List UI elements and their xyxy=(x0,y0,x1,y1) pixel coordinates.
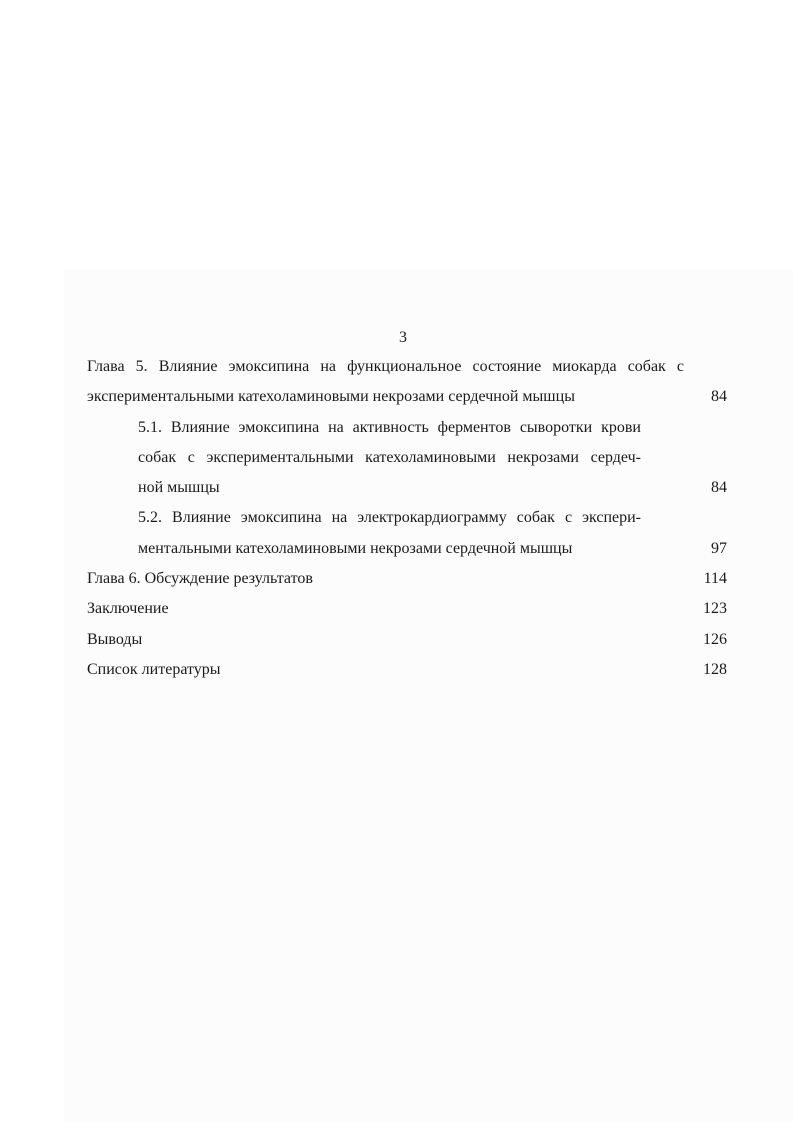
toc-entry-text: Список литературы xyxy=(87,660,221,678)
toc-entry-section-5-1-line-3 xyxy=(87,477,727,507)
toc-entry-text: ной мышцы xyxy=(138,479,220,497)
toc-entry-chapter-5-line-2 xyxy=(87,386,727,416)
toc-page-number: 126 xyxy=(703,630,727,648)
toc-entry-text: 5.1. Влияние эмоксипина на активность ферментов сыворотки крови xyxy=(138,418,641,436)
toc-page-number: 84 xyxy=(711,388,727,406)
toc-entry-section-5-1-line-2 xyxy=(87,447,727,477)
toc-entry-text: 5.2. Влияние эмоксипина на электрокардиограмму собак с экспери- xyxy=(138,509,641,527)
toc-entry-text: Глава 5. Влияние эмоксипина на функциональное состояние миокарда собак с xyxy=(87,358,684,375)
toc-entry-section-5-2-line-1 xyxy=(87,507,727,537)
toc-entry-text: Выводы xyxy=(87,630,143,648)
toc-entry-section-5-1-line-1 xyxy=(87,417,727,447)
toc-page-number: 123 xyxy=(703,600,727,618)
toc-entry-chapter-5-line-1 xyxy=(87,356,727,386)
toc-page-number: 84 xyxy=(711,479,727,497)
toc-entry-chapter-6 xyxy=(87,568,727,598)
toc-entry-text: экспериментальными катехоламиновыми некрозами сердечной мышцы xyxy=(87,388,575,406)
table-of-contents xyxy=(87,356,727,689)
toc-entry-section-5-2-line-2 xyxy=(87,538,727,568)
toc-entry-conclusion xyxy=(87,598,727,628)
toc-entry-text: Заключение xyxy=(87,600,169,618)
toc-page-number: 114 xyxy=(703,570,727,588)
toc-entry-references xyxy=(87,659,727,689)
page-number: 3 xyxy=(399,329,407,346)
toc-page-number: 128 xyxy=(703,660,727,678)
toc-entry-text: Глава 6. Обсуждение результатов xyxy=(87,570,313,588)
toc-entry-text: собак с экспериментальными катехоламиновыми некрозами сердеч- xyxy=(138,448,641,466)
toc-entry-text: ментальными катехоламиновыми некрозами сердечной мышцы xyxy=(138,539,573,557)
toc-entry-findings xyxy=(87,629,727,659)
toc-page-number: 97 xyxy=(711,539,727,557)
